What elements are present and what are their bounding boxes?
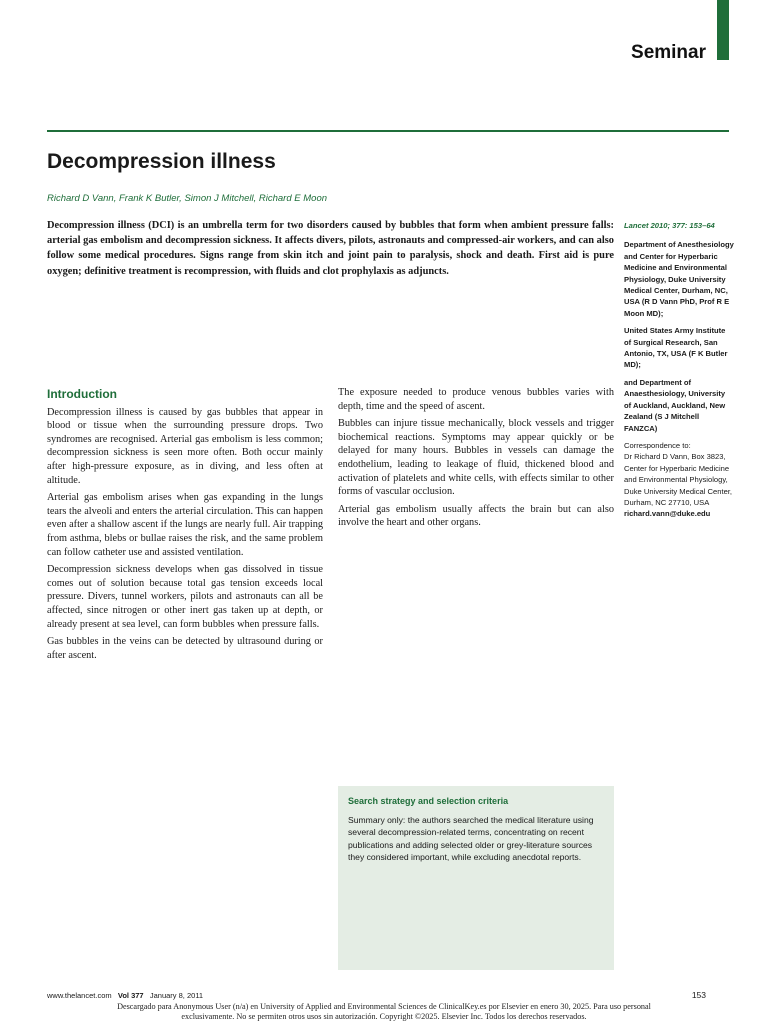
correspondence-label: Correspondence to: <box>624 440 691 450</box>
download-notice: Descargado para Anonymous User (n/a) en University of Applied and Environmental Sciences de ClinicalKey.es por Elsevier en enero 30, 2025. Para uso personal exclusivamente. No se permiten otros usos sin autorización. Copyright ©2025. Elsevier Inc. Todos los derechos reservados. <box>117 1002 651 1021</box>
body-paragraph: Decompression illness is caused by gas bubbles that appear in blood or tissue when the surrounding pressure drops. Two syndromes are recognised. Arterial gas embolism is less common; decompression sickness is seen more often. Both occur mainly after high-pressure exposure, as in diving, and less often at altitude. <box>47 406 323 486</box>
section-label: Seminar <box>631 42 706 63</box>
body-paragraph: Arterial gas embolism arises when gas expanding in the lungs tears the alveoli and enters the arterial circulation. This can happen even after a shallow ascent if the lungs are nearly full. Air trapping from asthma, blebs or bullae raises the risk, and the same problem can follow catheter use and assisted ventilation. <box>47 492 323 558</box>
footer-date: January 8, 2011 <box>149 991 204 1000</box>
article-abstract: Decompression illness (DCI) is an umbrella term for two disorders caused by bubbles that form when ambient pressure falls: arterial gas embolism and decompression sickness. It affects divers, pilots, astronauts and compressed-air workers, and can also follow some medical procedures. Signs range from skin itch and joint pain to paralysis, shock and death. First aid is pure oxygen; definitive treatment is recompression, with fluids and clot prophylaxis as adjuncts. <box>47 220 614 277</box>
page-number: 153 <box>691 990 706 1000</box>
right-column <box>338 386 614 534</box>
affiliation-1: Department of Anesthesiology and Center for Hyperbaric Medicine and Environmental Physiology, Duke University Medical Center, Durham, NC, USA (R D Vann PhD, Prof R E Moon MD); <box>624 240 734 318</box>
journal-color-tab <box>717 0 729 60</box>
body-paragraph: Bubbles can injure tissue mechanically, block vessels and trigger biochemical reactions. Symptoms may appear quickly or be delayed for many hours. Bubbles in vessels can damage the endothelium, leading to leakage of fluid, thickened blood and activation of platelets and white cells, with effects similar to other forms of vascular occlusion. <box>338 418 614 498</box>
body-paragraph: Gas bubbles in the veins can be detected by ultrasound during or after ascent. <box>47 636 323 661</box>
footer-website[interactable]: www.thelancet.com <box>47 991 112 1000</box>
affiliation-3: and Department of Anaesthesiology, University of Auckland, Auckland, New Zealand (S J Mitchell FANZCA) <box>624 377 726 433</box>
correspondence-address: Dr Richard D Vann, Box 3823, Center for Hyperbaric Medicine and Environmental Physiology, Duke University Medical Center, Durham, NC 27710, USA <box>624 452 733 507</box>
article-authors[interactable]: Richard D Vann, Frank K Butler, Simon J Mitchell, Richard E Moon <box>47 193 328 204</box>
search-strategy-title: Search strategy and selection criteria <box>348 796 509 806</box>
affiliation-2: United States Army Institute of Surgical Research, San Antonio, TX, USA (F K Butler MD); <box>624 326 728 370</box>
correspondence-email[interactable]: richard.vann@duke.edu <box>624 509 711 519</box>
body-paragraph: The exposure needed to produce venous bubbles varies with depth, time and the speed of ascent. <box>338 387 614 412</box>
search-strategy-box <box>338 786 614 970</box>
intro-heading: Introduction <box>47 387 117 401</box>
body-paragraph: Decompression sickness develops when gas dissolved in tissue comes out of solution because total gas tension exceeds local pressure. Divers, tunnel workers, pilots and astronauts can all be affected, since nitrogen or other inert gas taken up at depth, or already present at sea level, can form bubbles when pressure falls. <box>47 564 323 630</box>
left-column <box>47 386 323 666</box>
search-strategy-text: Summary only: the authors searched the medical literature using several decompression-related terms, concentrating on recent publications and adding selected older or grey-literature sources they considered important, while excluding anecdotal reports. <box>348 814 594 863</box>
article-sidebar <box>624 220 734 520</box>
body-paragraph: Arterial gas embolism usually affects the brain but can also involve the heart and other organs. <box>338 503 614 529</box>
article-title: Decompression illness <box>47 150 276 173</box>
footer-journal <box>47 991 203 1000</box>
citation[interactable]: Lancet 2010; 377: 153–64 <box>624 221 715 230</box>
footer-volume: Vol 377 <box>117 991 144 1000</box>
header-rule <box>47 130 729 132</box>
